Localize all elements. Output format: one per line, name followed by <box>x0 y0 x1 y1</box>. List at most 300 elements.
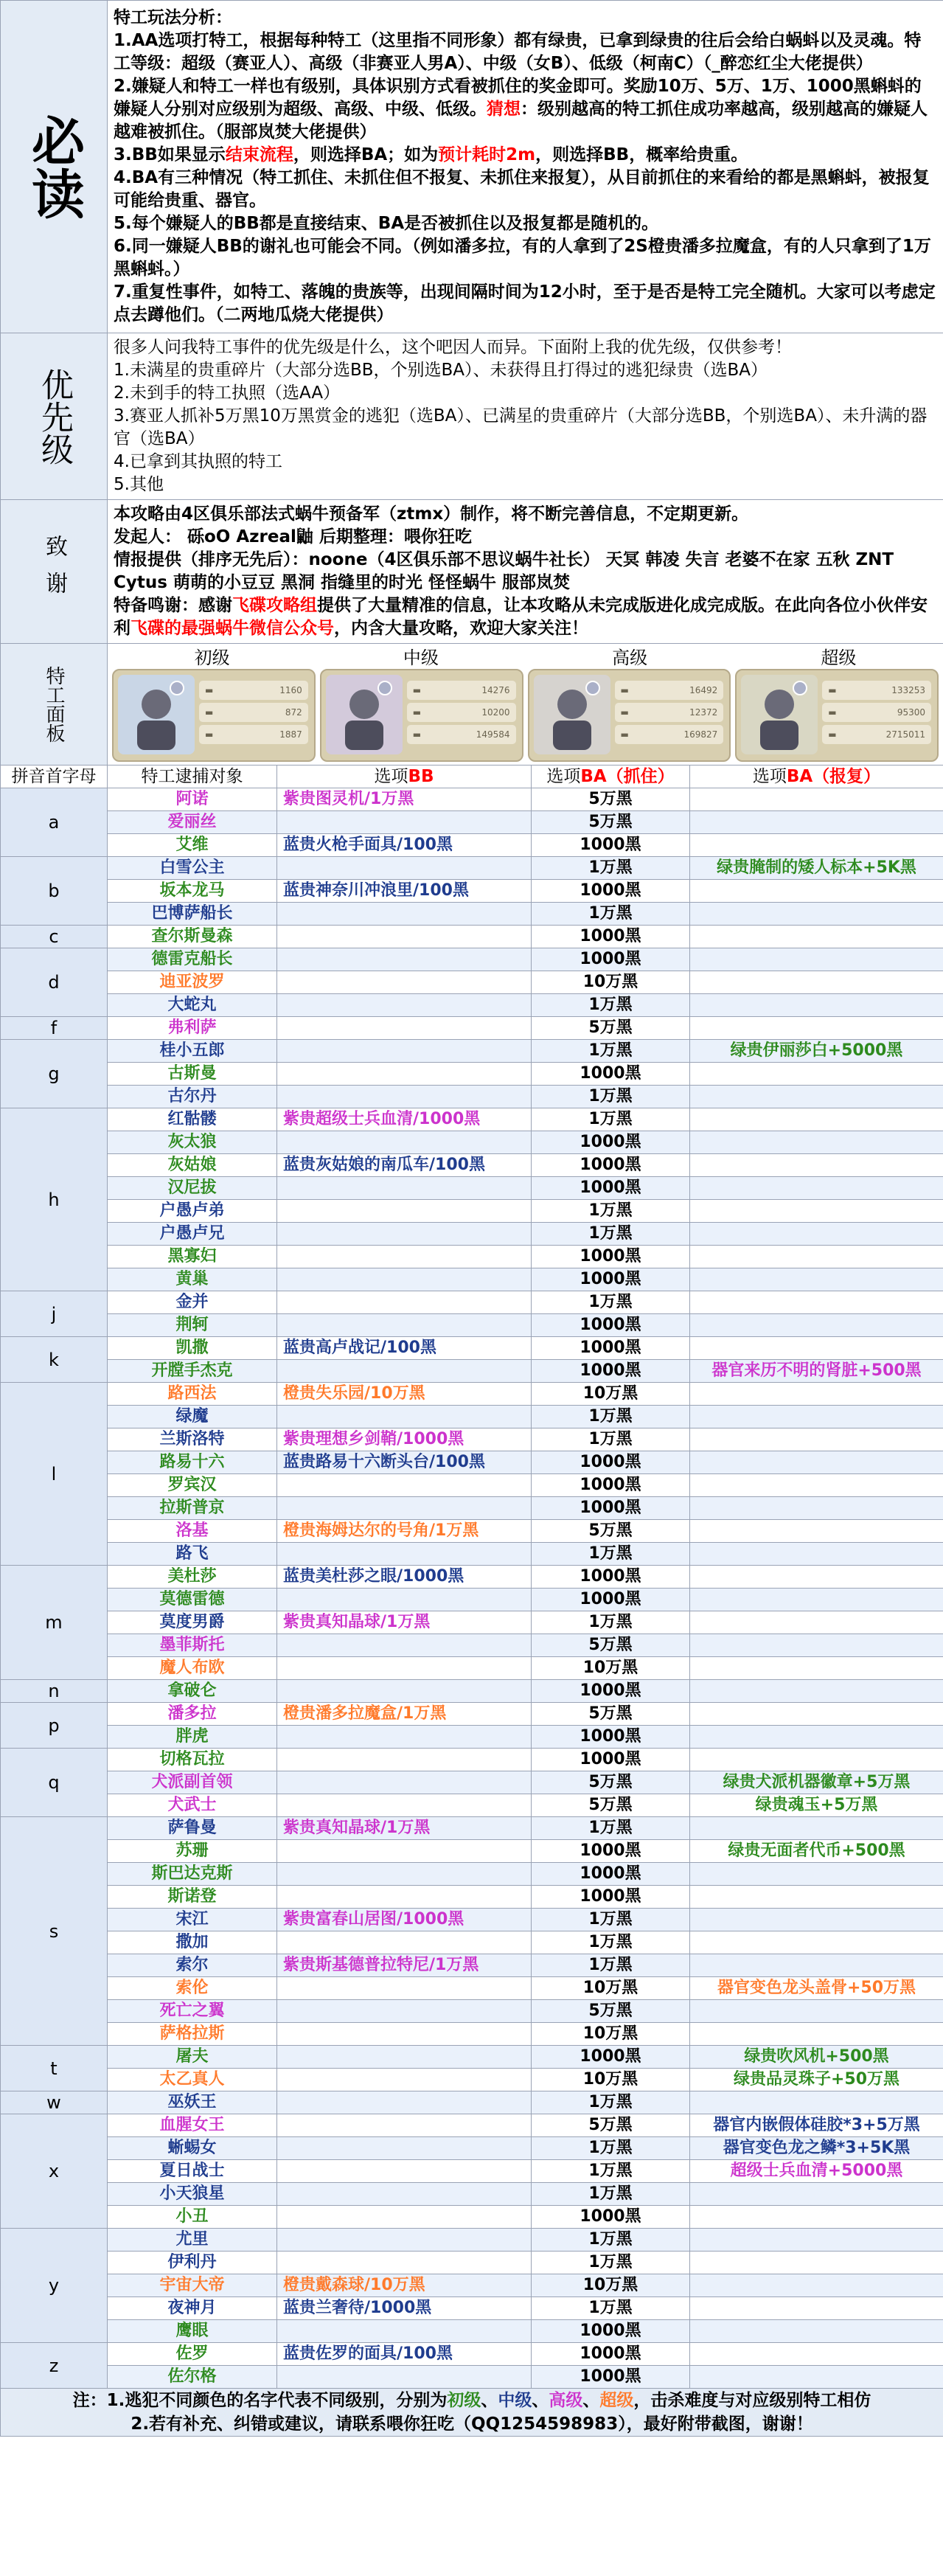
bb-reward <box>277 1200 532 1223</box>
bb-reward <box>277 1749 532 1771</box>
ba-caught-reward: 1万黑 <box>532 2091 690 2114</box>
target-name: 蜥蜴女 <box>108 2137 277 2160</box>
table-row <box>1 2091 943 2114</box>
intro-p4: 4.BA有三种情况（特工抓住、未抓住但不报复、未抓住来报复），从目前抓住的来看给的都是黑蝌蚪，被报复可能给贵重、器官。 <box>114 168 930 210</box>
ba-caught-reward: 1万黑 <box>532 1931 690 1954</box>
ba-revenge-reward: 绿贵吹风机+500黑 <box>690 2046 943 2069</box>
ba-revenge-reward <box>690 1520 943 1543</box>
ba-caught-reward: 1000黑 <box>532 1863 690 1886</box>
agent-stat <box>822 725 931 744</box>
ba-revenge-reward <box>690 1108 943 1131</box>
ba-revenge-reward <box>690 2091 943 2114</box>
target-name: 弗利萨 <box>108 1017 277 1040</box>
bb-reward <box>277 2091 532 2114</box>
target-name: 索尔 <box>108 1954 277 1977</box>
target-name: 萨格拉斯 <box>108 2023 277 2046</box>
footnote-row <box>1 2389 943 2437</box>
priority-item: 3.赛亚人抓补5万黑10万黑赏金的逃犯（选BA）、已满星的贵重碎片（大部分选BB，个别选BA）、未升满的器官（选BA） <box>114 406 928 448</box>
intro-p6: 6.同一嫌疑人BB的谢礼也可能会不同。（例如潘多拉，有的人拿到了2S橙贵潘多拉魔盒，有的人只拿到了1万黑蝌蚪。） <box>114 237 931 279</box>
intro-p2a: 2.嫌疑人和特工一样也有级别，具体识别方式看被抓住的奖金即可。奖励10万、5万、1万、1000黑蝌蚪的嫌疑人分别对应级别为超级、高级、中级、低级。 <box>114 77 922 119</box>
stat-value: 1887 <box>279 729 302 740</box>
ba-revenge-reward <box>690 1566 943 1589</box>
stat-value: 149584 <box>476 729 510 740</box>
footnote-a: 注：1.逃犯不同颜色的名字代表不同级别，分别为 <box>72 2391 448 2410</box>
ba-caught-reward: 1000黑 <box>532 1680 690 1703</box>
bb-reward <box>277 1634 532 1657</box>
agent-stat <box>407 703 516 722</box>
thanks-line4b: 提供了大量精准的信息，让本攻略从未完成版进化成完成版。在此向各位小伙伴安利 <box>114 596 928 638</box>
stat-bar-icon: ▬ <box>828 685 837 695</box>
level-label-junior: 初级 <box>194 648 230 668</box>
ba-revenge-reward <box>690 1246 943 1268</box>
table-row <box>1 1634 943 1657</box>
stat-bar-icon: ▬ <box>828 729 837 740</box>
ba-revenge-reward <box>690 2274 943 2297</box>
agent-cards <box>108 669 943 762</box>
table-row <box>1 2274 943 2297</box>
ba-caught-reward: 5万黑 <box>532 1634 690 1657</box>
intro-p3c: ，则选择BB，概率给贵重。 <box>535 145 748 164</box>
stat-value: 872 <box>285 707 302 718</box>
ba-caught-reward: 1万黑 <box>532 1406 690 1428</box>
target-name: 宋江 <box>108 1909 277 1931</box>
ba-revenge-reward <box>690 1863 943 1886</box>
ba-caught-reward: 1000黑 <box>532 1451 690 1474</box>
bb-reward <box>277 1131 532 1154</box>
bb-reward: 蓝贵高卢战记/100黑 <box>277 1337 532 1360</box>
ba-caught-reward: 1000黑 <box>532 926 690 948</box>
bb-reward <box>277 2114 532 2137</box>
letter-cell: a <box>1 788 108 857</box>
table-row <box>1 788 943 811</box>
priority-item: 1.未满星的贵重碎片（大部分选BB，个别选BA）、未获得且打得过的逃犯绿贵（选BA） <box>114 361 768 380</box>
agent-stats <box>615 681 724 747</box>
ba-revenge-reward <box>690 1817 943 1840</box>
stat-value: 16492 <box>689 685 718 695</box>
bb-reward <box>277 971 532 994</box>
letter-cell: j <box>1 1291 108 1337</box>
ba-caught-reward: 10万黑 <box>532 1383 690 1406</box>
ba-revenge-reward <box>690 1200 943 1223</box>
target-name: 潘多拉 <box>108 1703 277 1726</box>
priority-label: 优先级 <box>35 367 73 465</box>
bb-reward <box>277 2229 532 2252</box>
ba-caught-reward: 10万黑 <box>532 1977 690 2000</box>
level-label-super: 超级 <box>821 648 857 668</box>
ba-caught-reward: 1000黑 <box>532 880 690 903</box>
target-name: 死亡之翼 <box>108 2000 277 2023</box>
ba-caught-reward: 1000黑 <box>532 1840 690 1863</box>
agent-stat <box>199 725 308 744</box>
target-name: 古尔丹 <box>108 1086 277 1108</box>
table-row <box>1 1543 943 1566</box>
ba-revenge-reward <box>690 1086 943 1108</box>
bb-reward <box>277 1977 532 2000</box>
col-rev-key: BA（报复） <box>786 767 881 786</box>
ba-revenge-reward <box>690 1406 943 1428</box>
table-row <box>1 1589 943 1611</box>
bb-reward: 蓝贵佐罗的面具/100黑 <box>277 2343 532 2366</box>
ba-revenge-reward <box>690 2229 943 2252</box>
ba-revenge-reward <box>690 1931 943 1954</box>
bb-reward: 蓝贵灰姑娘的南瓜车/100黑 <box>277 1154 532 1177</box>
table-row <box>1 1931 943 1954</box>
target-name: 拿破仑 <box>108 1680 277 1703</box>
letter-cell: w <box>1 2091 108 2114</box>
ba-revenge-reward <box>690 1428 943 1451</box>
table-row <box>1 1749 943 1771</box>
ba-revenge-reward <box>690 1474 943 1497</box>
table-row <box>1 948 943 971</box>
target-name: 萨鲁曼 <box>108 1817 277 1840</box>
ba-revenge-reward <box>690 2297 943 2320</box>
bb-reward: 蓝贵兰奢待/1000黑 <box>277 2297 532 2320</box>
target-name: 斯诺登 <box>108 1886 277 1909</box>
footnote-sep1: 、 <box>481 2391 498 2410</box>
target-name: 路飞 <box>108 1543 277 1566</box>
footnote <box>1 2389 943 2437</box>
target-name: 苏珊 <box>108 1840 277 1863</box>
ba-caught-reward: 10万黑 <box>532 971 690 994</box>
table-row <box>1 1474 943 1497</box>
agent-card <box>735 669 939 762</box>
stat-value: 12372 <box>689 707 718 718</box>
ba-caught-reward: 1万黑 <box>532 857 690 880</box>
target-name: 查尔斯曼森 <box>108 926 277 948</box>
target-name: 屠夫 <box>108 2046 277 2069</box>
target-name: 罗宾汉 <box>108 1474 277 1497</box>
ba-caught-reward: 1万黑 <box>532 2160 690 2183</box>
bb-reward <box>277 1406 532 1428</box>
letter-cell: q <box>1 1749 108 1817</box>
ba-revenge-reward: 绿贵魂玉+5万黑 <box>690 1794 943 1817</box>
stat-bar-icon: ▬ <box>620 685 629 695</box>
table-row <box>1 1223 943 1246</box>
table-header-row <box>1 765 943 788</box>
table-row <box>1 1131 943 1154</box>
ba-caught-reward: 10万黑 <box>532 2274 690 2297</box>
intro-p1: 1.AA选项打特工，根据每种特工（这里指不同形象）都有绿贵，已拿到绿贵的往后会给白蜗蚪以及灵魂。特工等级：超级（赛亚人）、高级（非赛亚人男A）、中级（女B）、低级（柯南C）（_醉恋红尘大佬提供） <box>114 31 922 73</box>
target-name: 拉斯普京 <box>108 1497 277 1520</box>
table-row <box>1 1611 943 1634</box>
target-name: 大蛇丸 <box>108 994 277 1017</box>
table-row <box>1 1680 943 1703</box>
bb-reward <box>277 1268 532 1291</box>
bb-reward <box>277 811 532 834</box>
bb-reward <box>277 1840 532 1863</box>
priority-row <box>1 333 943 500</box>
stat-bar-icon: ▬ <box>205 729 214 740</box>
ba-revenge-reward <box>690 1909 943 1931</box>
level-label-middle: 中级 <box>403 648 439 668</box>
target-name: 灰太狼 <box>108 1131 277 1154</box>
ba-revenge-reward <box>690 971 943 994</box>
table-row <box>1 1428 943 1451</box>
bb-reward <box>277 1291 532 1314</box>
agent-panel-label: 特工面板 <box>43 666 65 743</box>
ba-revenge-reward <box>690 1634 943 1657</box>
ba-caught-reward: 1万黑 <box>532 2297 690 2320</box>
letter-cell: l <box>1 1383 108 1566</box>
target-name: 阿诺 <box>108 788 277 811</box>
thanks-label: 致谢 <box>41 535 67 608</box>
table-row <box>1 1246 943 1268</box>
bb-reward <box>277 1657 532 1680</box>
target-name: 索伦 <box>108 1977 277 2000</box>
agent-stats <box>199 681 308 747</box>
target-name: 撒加 <box>108 1931 277 1954</box>
bb-reward <box>277 2137 532 2160</box>
bb-reward: 橙贵戴森球/10万黑 <box>277 2274 532 2297</box>
target-name: 绿魔 <box>108 1406 277 1428</box>
ba-revenge-reward: 器官内嵌假体硅胶*3+5万黑 <box>690 2114 943 2137</box>
letter-cell: b <box>1 857 108 926</box>
table-row <box>1 2000 943 2023</box>
target-name: 德雷克船长 <box>108 948 277 971</box>
table-row <box>1 1177 943 1200</box>
table-row <box>1 2366 943 2389</box>
bb-reward <box>277 2069 532 2091</box>
bb-reward <box>277 994 532 1017</box>
ba-caught-reward: 1000黑 <box>532 1566 690 1589</box>
target-name: 户愚卢兄 <box>108 1223 277 1246</box>
ba-revenge-reward <box>690 2000 943 2023</box>
table-row <box>1 1337 943 1360</box>
thanks-line3: 情报提供（排序无先后）：noone（4区俱乐部不思议蜗牛社长） 天冥 韩凌 失言 老婆不在家 五秋 ZNT Cytus 萌萌的小豆豆 黑洞 指缝里的时光 怪怪蜗牛 服部岚焚 <box>114 550 894 592</box>
thanks-line4a: 特备鸣谢：感谢 <box>114 596 232 615</box>
agent-stats <box>822 681 931 747</box>
ba-revenge-reward <box>690 2183 943 2206</box>
letter-cell: k <box>1 1337 108 1383</box>
ba-revenge-reward <box>690 1543 943 1566</box>
stat-bar-icon: ▬ <box>412 729 422 740</box>
agent-stat <box>822 703 931 722</box>
ba-caught-reward: 1000黑 <box>532 1177 690 1200</box>
ba-revenge-reward <box>690 1314 943 1337</box>
table-row <box>1 1817 943 1840</box>
target-name: 尤里 <box>108 2229 277 2252</box>
ba-caught-reward: 1万黑 <box>532 2137 690 2160</box>
ba-caught-reward: 1000黑 <box>532 1749 690 1771</box>
footnote-sep3: 、 <box>582 2391 600 2410</box>
bb-reward <box>277 926 532 948</box>
letter-cell: n <box>1 1680 108 1703</box>
bb-reward <box>277 1771 532 1794</box>
letter-cell: f <box>1 1017 108 1040</box>
bb-reward <box>277 1589 532 1611</box>
agent-card <box>528 669 731 762</box>
agent-card <box>112 669 316 762</box>
priority-intro: 很多人问我特工事件的优先级是什么，这个吧因人而异。下面附上我的优先级，仅供参考！ <box>114 338 792 357</box>
table-row <box>1 903 943 926</box>
bb-reward <box>277 1223 532 1246</box>
target-name: 荆轲 <box>108 1314 277 1337</box>
ba-revenge-reward <box>690 903 943 926</box>
bb-reward <box>277 1086 532 1108</box>
ba-revenge-reward <box>690 1268 943 1291</box>
priority-item: 4.已拿到其执照的特工 <box>114 452 282 471</box>
ba-caught-reward: 1000黑 <box>532 1131 690 1154</box>
ba-caught-reward: 1000黑 <box>532 1886 690 1909</box>
thanks-fly-team: 飞碟攻略组 <box>232 596 317 615</box>
intro-p2b: ：级别越高的特工抓住成功率越高，级别越高的嫌疑人越难被抓住。（服部岚焚大佬提供） <box>114 100 928 142</box>
bb-reward <box>277 857 532 880</box>
col-bb-header <box>277 765 532 788</box>
ba-caught-reward: 1000黑 <box>532 1063 690 1086</box>
ba-revenge-reward <box>690 1177 943 1200</box>
target-name: 斯巴达克斯 <box>108 1863 277 1886</box>
target-name: 灰姑娘 <box>108 1154 277 1177</box>
bb-reward <box>277 1931 532 1954</box>
ba-revenge-reward <box>690 1131 943 1154</box>
table-row <box>1 1017 943 1040</box>
ba-caught-reward: 1万黑 <box>532 2229 690 2252</box>
table-row <box>1 1840 943 1863</box>
ba-revenge-reward <box>690 811 943 834</box>
target-name: 美杜莎 <box>108 1566 277 1589</box>
bb-reward <box>277 1360 532 1383</box>
table-row <box>1 1497 943 1520</box>
table-row <box>1 857 943 880</box>
table-row <box>1 1086 943 1108</box>
bb-reward: 蓝贵美杜莎之眼/1000黑 <box>277 1566 532 1589</box>
table-row <box>1 1703 943 1726</box>
target-name: 佐尔格 <box>108 2366 277 2389</box>
letter-cell: m <box>1 1566 108 1680</box>
table-row <box>1 1108 943 1131</box>
ba-caught-reward: 1000黑 <box>532 1474 690 1497</box>
stat-value: 1160 <box>279 685 302 695</box>
ba-revenge-reward: 绿贵犬派机器徽章+5万黑 <box>690 1771 943 1794</box>
ba-revenge-reward <box>690 1451 943 1474</box>
stat-bar-icon: ▬ <box>620 729 629 740</box>
table-row <box>1 2023 943 2046</box>
col-ba-prefix: 选项 <box>546 767 581 786</box>
intro-p5: 5.每个嫌疑人的BB都是直接结束、BA是否被抓住以及报复都是随机的。 <box>114 214 659 233</box>
ba-caught-reward: 1000黑 <box>532 1314 690 1337</box>
table-row <box>1 1268 943 1291</box>
ba-caught-reward: 1万黑 <box>532 1954 690 1977</box>
target-name: 桂小五郎 <box>108 1040 277 1063</box>
table-row <box>1 1794 943 1817</box>
table-row <box>1 1040 943 1063</box>
bb-reward: 紫贵真知晶球/1万黑 <box>277 1611 532 1634</box>
intro-p3b: ，则选择BA；如为 <box>293 145 439 164</box>
ba-caught-reward: 5万黑 <box>532 1771 690 1794</box>
ba-caught-reward: 1万黑 <box>532 2252 690 2274</box>
ba-revenge-reward: 器官变色龙头盖骨+50万黑 <box>690 1977 943 2000</box>
ba-revenge-reward <box>690 1291 943 1314</box>
bb-reward <box>277 903 532 926</box>
ba-caught-reward: 1000黑 <box>532 2320 690 2343</box>
bb-reward <box>277 2046 532 2069</box>
agent-panel <box>108 644 943 765</box>
ba-caught-reward: 5万黑 <box>532 811 690 834</box>
ba-caught-reward: 1万黑 <box>532 1086 690 1108</box>
ba-caught-reward: 1万黑 <box>532 1817 690 1840</box>
table-row <box>1 2297 943 2320</box>
agent-stat <box>822 681 931 700</box>
target-name: 爱丽丝 <box>108 811 277 834</box>
ba-caught-reward: 5万黑 <box>532 2000 690 2023</box>
ba-revenge-reward <box>690 2320 943 2343</box>
target-name: 坂本龙马 <box>108 880 277 903</box>
table-row <box>1 971 943 994</box>
bb-reward <box>277 948 532 971</box>
ba-caught-reward: 10万黑 <box>532 2023 690 2046</box>
col-letter-header: 拼音首字母 <box>1 765 108 788</box>
ba-revenge-reward <box>690 1611 943 1634</box>
target-name: 兰斯洛特 <box>108 1428 277 1451</box>
ba-caught-reward: 1000黑 <box>532 2206 690 2229</box>
ba-caught-reward: 1000黑 <box>532 1246 690 1268</box>
target-name: 切格瓦拉 <box>108 1749 277 1771</box>
bb-reward <box>277 1063 532 1086</box>
ba-caught-reward: 1000黑 <box>532 1154 690 1177</box>
table-row <box>1 926 943 948</box>
ba-revenge-reward: 器官变色龙之鳞*3+5K黑 <box>690 2137 943 2160</box>
must-read-row <box>1 1 943 333</box>
table-row <box>1 1771 943 1794</box>
ba-revenge-reward <box>690 1337 943 1360</box>
thanks-line4 <box>114 594 937 640</box>
agent-avatar-icon <box>741 675 818 754</box>
ba-caught-reward: 1000黑 <box>532 1589 690 1611</box>
target-name: 犬派副首领 <box>108 1771 277 1794</box>
ba-caught-reward: 1万黑 <box>532 1291 690 1314</box>
bb-reward: 蓝贵神奈川冲浪里/100黑 <box>277 880 532 903</box>
ba-revenge-reward <box>690 2206 943 2229</box>
table-row <box>1 2320 943 2343</box>
priority-content <box>108 333 943 500</box>
intro-title: 特工玩法分析： <box>114 8 232 27</box>
agent-stat <box>407 681 516 700</box>
ba-caught-reward: 1万黑 <box>532 1428 690 1451</box>
stat-bar-icon: ▬ <box>620 707 629 718</box>
footnote-line1 <box>4 2389 940 2412</box>
ba-revenge-reward <box>690 2252 943 2274</box>
target-name: 金并 <box>108 1291 277 1314</box>
ba-revenge-reward <box>690 1154 943 1177</box>
ba-caught-reward: 1万黑 <box>532 903 690 926</box>
priority-item: 5.其他 <box>114 475 164 494</box>
ba-revenge-reward <box>690 1223 943 1246</box>
intro-p3 <box>114 144 937 167</box>
target-name: 宇宙大帝 <box>108 2274 277 2297</box>
ba-caught-reward: 1万黑 <box>532 1909 690 1931</box>
ba-caught-reward: 1万黑 <box>532 994 690 1017</box>
must-read-label: 必读 <box>23 114 85 220</box>
ba-revenge-reward <box>690 994 943 1017</box>
target-name: 夜神月 <box>108 2297 277 2320</box>
priority-header <box>1 333 108 500</box>
intro-p3a: 3.BB如果显示 <box>114 145 226 164</box>
intro-p3-end: 结束流程 <box>225 145 293 164</box>
bb-reward <box>277 2320 532 2343</box>
bb-reward <box>277 1474 532 1497</box>
footnote-sep2: 、 <box>532 2391 549 2410</box>
thanks-fly-account: 飞碟的最强蜗牛微信公众号 <box>131 619 334 638</box>
agent-stat <box>615 703 724 722</box>
bb-reward: 橙贵潘多拉魔盒/1万黑 <box>277 1703 532 1726</box>
table-row <box>1 1383 943 1406</box>
table-row <box>1 1154 943 1177</box>
table-row <box>1 1200 943 1223</box>
target-name: 墨菲斯托 <box>108 1634 277 1657</box>
ba-revenge-reward <box>690 1680 943 1703</box>
ba-revenge-reward <box>690 1589 943 1611</box>
ba-revenge-reward <box>690 2343 943 2366</box>
